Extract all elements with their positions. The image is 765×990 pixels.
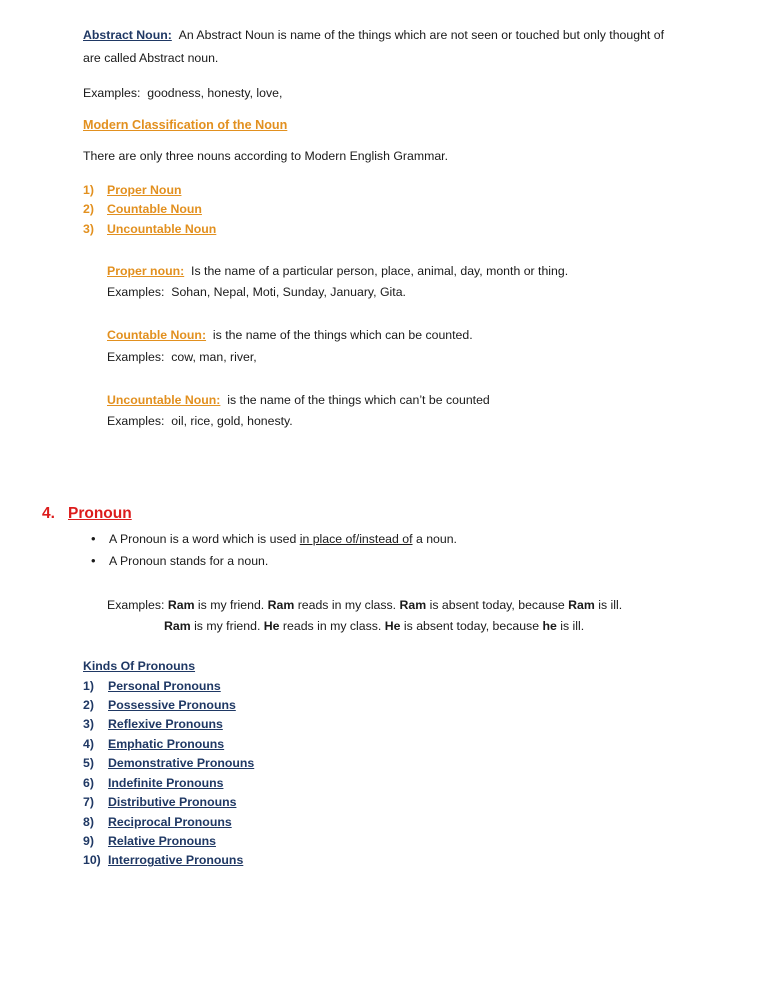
abstract-noun-definition: An Abstract Noun is name of the things which are not seen or touched but only thought of are called Abstract noun. (83, 28, 665, 65)
list-item-label: Countable Noun (107, 202, 202, 217)
proper-noun-definition-line (107, 261, 683, 282)
countable-noun-definition-block (107, 325, 683, 367)
spacer (83, 69, 683, 82)
proper-noun-definition-block (107, 261, 683, 303)
kinds-of-pronouns-heading: Kinds Of Pronouns (83, 658, 196, 673)
countable-noun-examples-values: cow, man, river, (171, 349, 257, 364)
list-item-label: Proper Noun (107, 182, 182, 197)
list-item-label: Distributive Pronouns (108, 795, 237, 810)
spacer (83, 637, 683, 659)
list-item (83, 528, 683, 550)
list-item-label: Reflexive Pronouns (108, 717, 223, 732)
proper-noun-examples-line (107, 282, 683, 303)
pronoun-bullet-text: A Pronoun stands for a noun. (109, 553, 269, 568)
list-item-label: Personal Pronouns (108, 678, 221, 693)
spacer (83, 239, 683, 261)
list-item-label: Interrogative Pronouns (108, 853, 244, 868)
list-item[interactable] (83, 200, 683, 219)
pronoun-bullet-list (83, 528, 683, 572)
pronoun-bullet-underlined: in place of/instead of (299, 532, 413, 547)
list-item[interactable] (83, 735, 683, 754)
pronoun-examples-block (107, 595, 683, 637)
list-item-number: 3) (83, 717, 94, 732)
spacer (83, 105, 683, 118)
uncountable-noun-examples-line (107, 411, 683, 432)
pronoun-bullet-text (109, 530, 457, 550)
modern-classification-intro: There are only three nouns according to Modern English Grammar. (83, 149, 448, 164)
pronoun-bullet-pre: A Pronoun is a word which is used (109, 532, 300, 547)
pronoun-heading (42, 505, 683, 523)
list-item[interactable] (83, 793, 683, 812)
noun-types-list (83, 181, 683, 239)
list-item-number: 7) (83, 795, 94, 810)
uncountable-noun-examples-label: Examples: (107, 413, 165, 428)
list-item[interactable] (83, 181, 683, 200)
example-text: is ill. (594, 597, 623, 612)
uncountable-noun-definition-text: is the name of the things which can’t be counted (227, 392, 490, 407)
countable-noun-examples-line (107, 347, 683, 368)
spacer (83, 368, 683, 390)
list-item-number: 8) (83, 814, 94, 829)
spacer (83, 572, 683, 595)
list-item-label: Indefinite Pronouns (108, 775, 224, 790)
uncountable-noun-definition-block (107, 390, 683, 432)
list-item-label: Relative Pronouns (108, 834, 216, 849)
pronoun-example-line-1 (107, 595, 683, 616)
list-item-label: Demonstrative Pronouns (108, 756, 255, 771)
pronoun-section-number: 4. (42, 505, 55, 523)
kinds-of-pronouns-heading-wrap (83, 659, 683, 673)
list-item-number: 3) (83, 221, 94, 236)
modern-classification-heading-wrap (83, 118, 683, 132)
countable-noun-examples-label: Examples: (107, 349, 165, 364)
countable-noun-definition-text: is the name of the things which can be counted. (212, 328, 473, 343)
example-bold-word: he (542, 618, 557, 633)
spacer (83, 132, 683, 145)
list-item[interactable] (83, 696, 683, 715)
uncountable-noun-examples-values: oil, rice, gold, honesty. (171, 413, 293, 428)
uncountable-noun-definition-line (107, 390, 683, 411)
example-text: reads in my class. (279, 618, 385, 633)
list-item-label: Emphatic Pronouns (108, 736, 225, 751)
document-content (42, 24, 683, 871)
spacer (83, 168, 683, 181)
list-item-number: 9) (83, 834, 94, 849)
list-item-label: Reciprocal Pronouns (108, 814, 232, 829)
proper-noun-definition-text: Is the name of a particular person, place, animal, day, month or thing. (191, 264, 569, 279)
example-bold-word: Ram (399, 597, 427, 612)
list-item[interactable] (83, 813, 683, 832)
example-text: is my friend. (190, 618, 264, 633)
list-item[interactable] (83, 754, 683, 773)
list-item-number: 4) (83, 736, 94, 751)
list-item-number: 5) (83, 756, 94, 771)
abstract-noun-paragraph (83, 24, 683, 69)
example-text: reads in my class. (294, 597, 400, 612)
countable-noun-term: Countable Noun: (107, 328, 207, 343)
example-text: is my friend. (194, 597, 268, 612)
proper-noun-term: Proper noun: (107, 264, 185, 279)
abstract-noun-examples-label: Examples: (83, 86, 141, 101)
bullet-icon: • (91, 552, 96, 568)
list-item-label: Uncountable Noun (107, 221, 217, 236)
list-item[interactable] (83, 715, 683, 734)
list-item-number: 2) (83, 698, 94, 713)
list-item[interactable] (83, 774, 683, 793)
example-bold-word: He (384, 618, 401, 633)
pronoun-section-title: Pronoun (68, 505, 132, 523)
example-text: is absent today, because (426, 597, 569, 612)
kinds-of-pronouns-list (83, 677, 683, 871)
abstract-noun-examples-values: goodness, honesty, love, (147, 86, 283, 101)
pronoun-examples-label: Examples: (107, 597, 165, 612)
pronoun-example-line-2 (107, 616, 683, 637)
pronoun-bullet-post: a noun. (412, 532, 457, 547)
list-item-number: 2) (83, 202, 94, 217)
abstract-noun-examples-line (83, 82, 683, 105)
example-text: is absent today, because (400, 618, 543, 633)
uncountable-noun-term: Uncountable Noun: (107, 392, 221, 407)
bullet-icon: • (91, 531, 96, 547)
example-bold-word: Ram (568, 597, 595, 612)
proper-noun-examples-values: Sohan, Nepal, Moti, Sunday, January, Gita. (171, 285, 406, 300)
list-item[interactable] (83, 220, 683, 239)
countable-noun-definition-line (107, 325, 683, 346)
list-item-number: 10) (83, 853, 101, 868)
example-bold-word: Ram (164, 618, 191, 633)
list-item-number: 6) (83, 775, 94, 790)
spacer (83, 432, 683, 505)
list-item-number: 1) (83, 182, 94, 197)
example-bold-word: He (263, 618, 280, 633)
list-item-number: 1) (83, 678, 94, 693)
list-item[interactable] (83, 677, 683, 696)
proper-noun-examples-label: Examples: (107, 285, 165, 300)
list-item-label: Possessive Pronouns (108, 698, 236, 713)
modern-classification-heading: Modern Classification of the Noun (83, 118, 288, 133)
example-text: is ill. (556, 618, 585, 633)
example-bold-word: Ram (267, 597, 295, 612)
example-bold-word: Ram (167, 597, 195, 612)
spacer (83, 303, 683, 325)
list-item (83, 550, 683, 572)
list-item[interactable] (83, 832, 683, 851)
list-item[interactable] (83, 851, 683, 870)
abstract-noun-term: Abstract Noun: (83, 28, 172, 42)
